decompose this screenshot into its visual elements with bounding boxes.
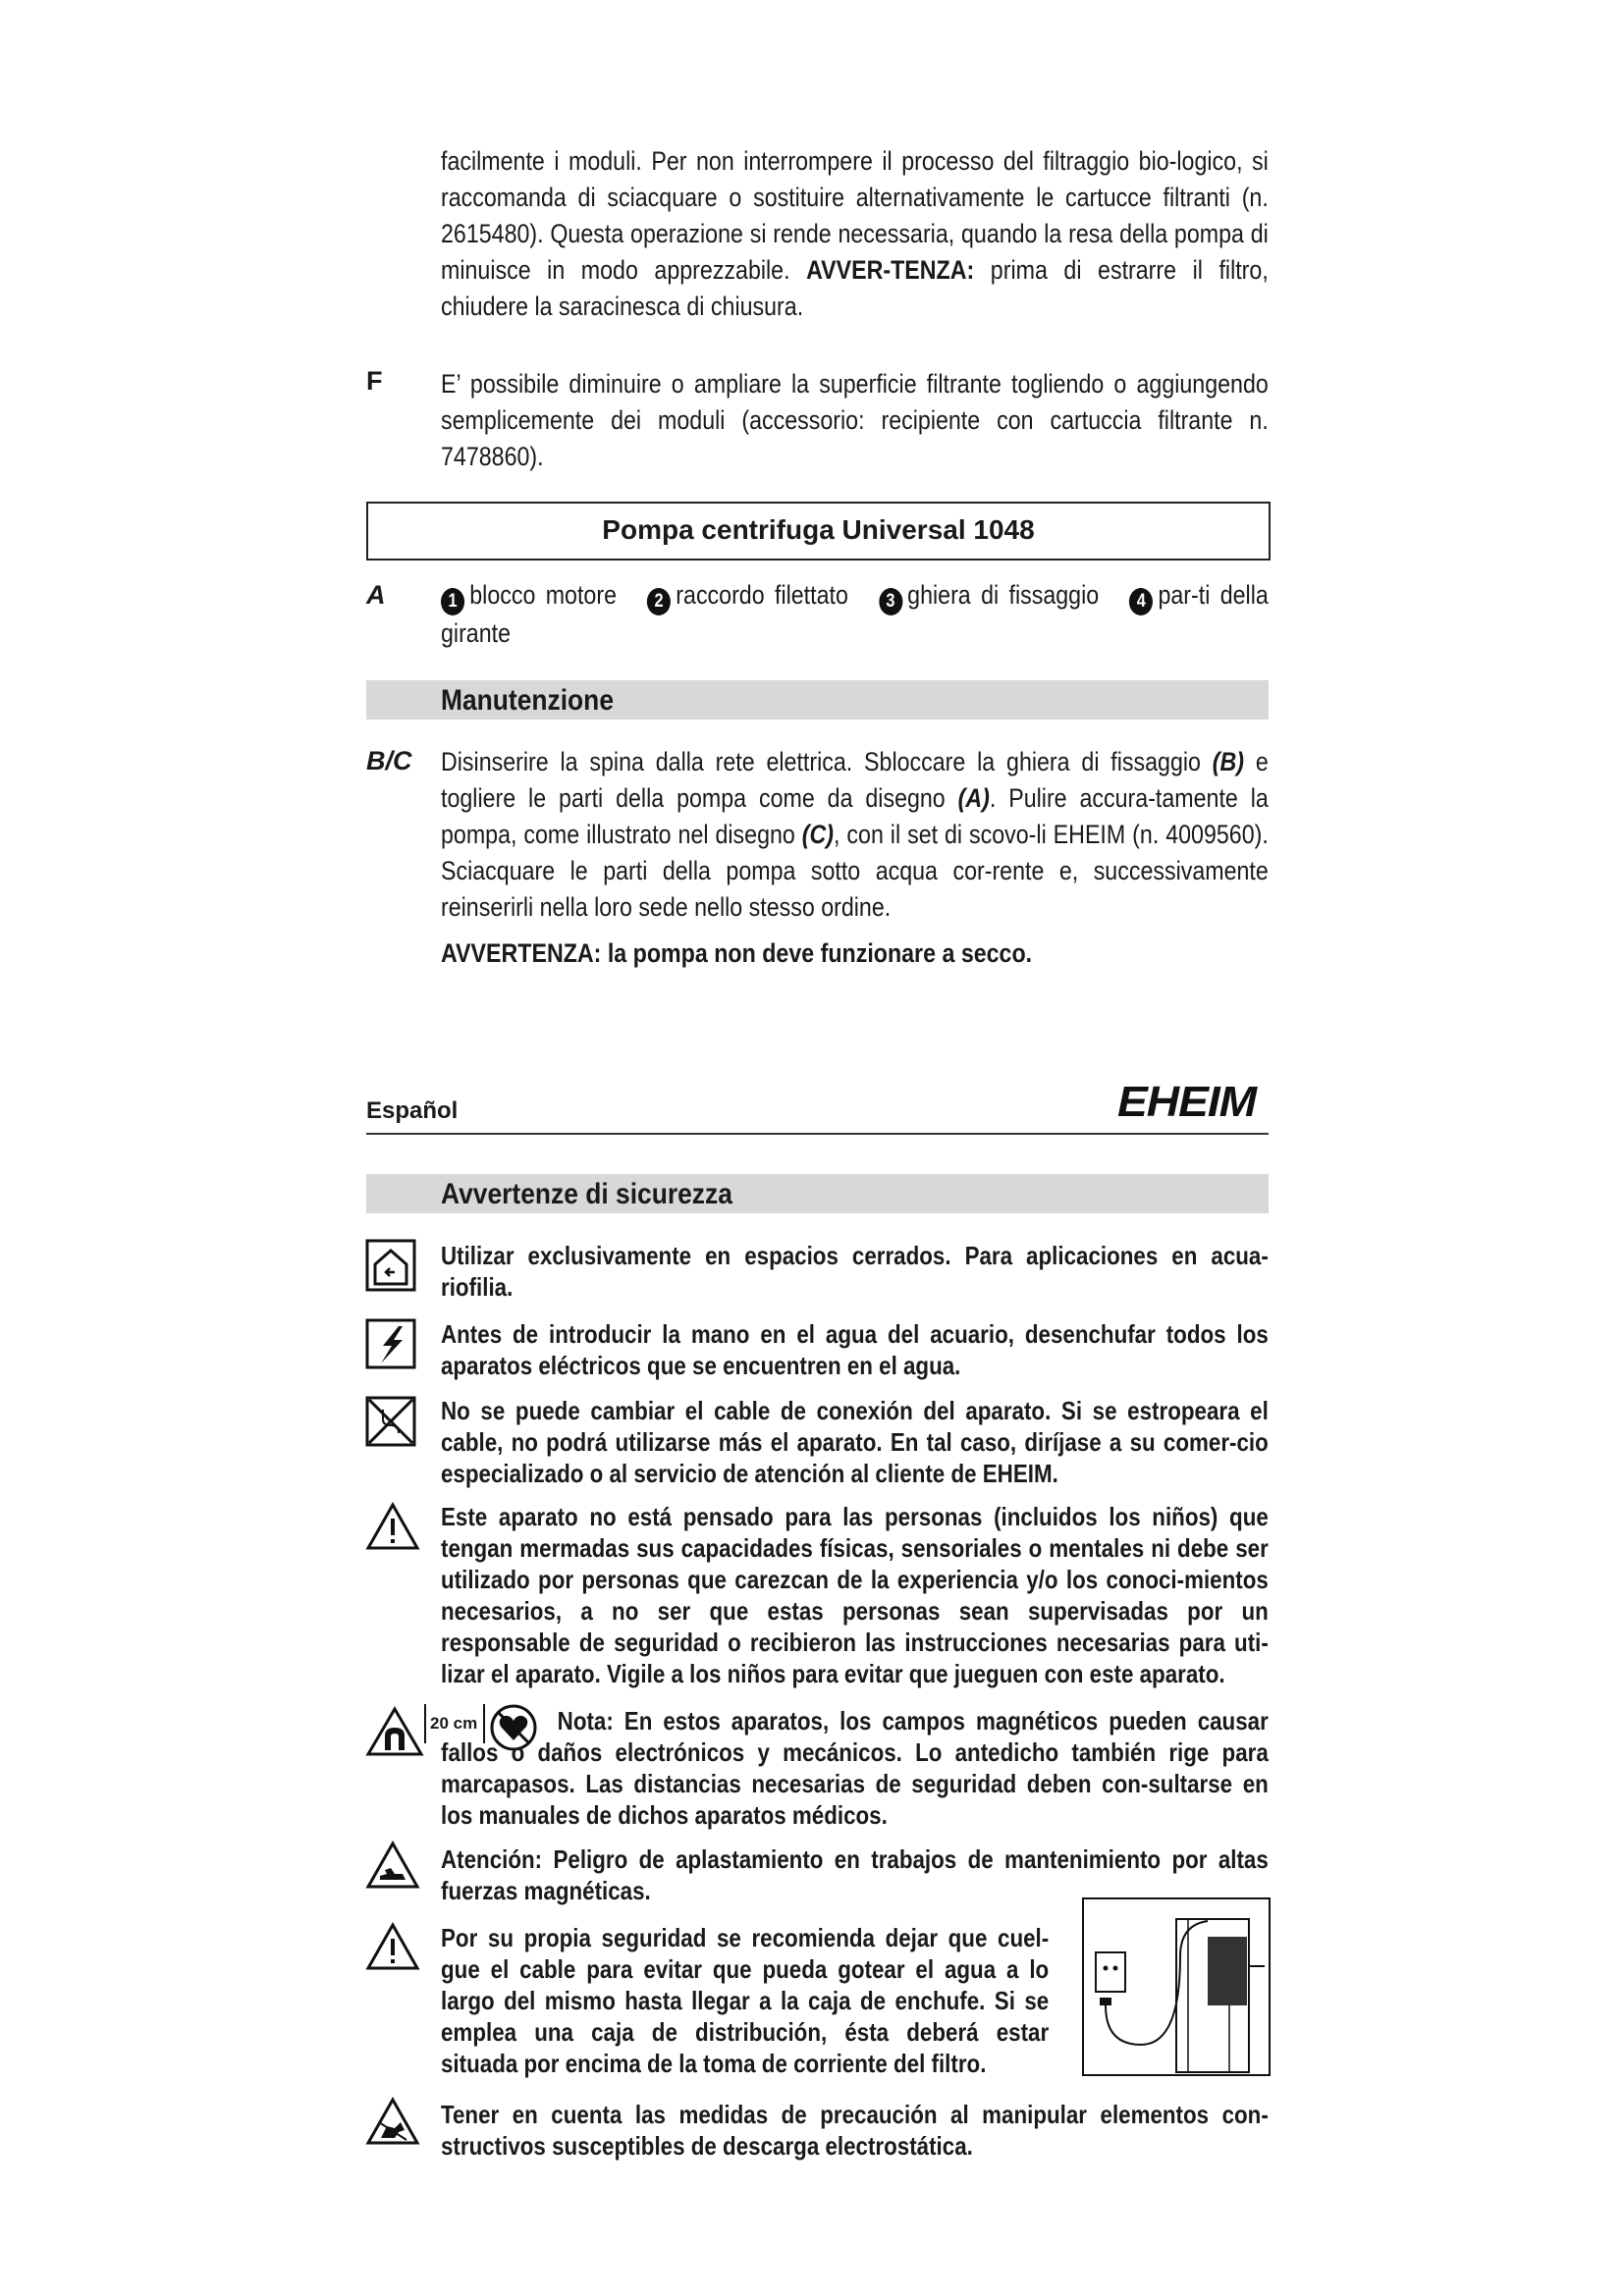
tag-bc: B/C	[366, 746, 412, 775]
distance-divider	[424, 1704, 426, 1743]
filter-paragraph-text: facilmente i moduli. Per non interrompere il processo del filtraggio bio-logico, si raccomanda di sciacquare o sostituire alternativamente le cartucce filtranti (n. 2615480). Questa operazione si rende necessaria, quando la resa della pompa di minuisce in modo apprezzabile.	[441, 146, 1269, 285]
part-label: ghiera di fissaggio	[907, 580, 1100, 610]
safety-heading: Avvertenze di sicurezza	[441, 1178, 732, 1210]
pump-title-box	[366, 502, 1271, 561]
maintenance-paragraph	[441, 744, 1269, 926]
figure-ref-a: (A)	[957, 783, 990, 813]
magnetic-field-icon	[365, 1706, 424, 1762]
part-label: blocco motore	[469, 580, 617, 610]
safety-text: Nota: En estos aparatos, los campos magnéticos pueden causar fallos o daños electrónicos y mecánicos. Lo antedicho también rige para marcapasos. Las distancias necesarias de seguridad deben con-sultarse en los manuales de dichos aparatos médicos.	[441, 1706, 1269, 1830]
part-number-badge: 2	[647, 588, 671, 615]
pump-title: Pompa centrifuga Universal 1048	[602, 514, 1035, 545]
filter-warning-label: AVVER-TENZA:	[806, 255, 975, 285]
maintenance-text: Disinserire la spina dalla rete elettrica. Sbloccare la ghiera di fissaggio	[441, 747, 1201, 776]
safety-text: Utilizar exclusivamente en espacios cerrados. Para aplicaciones en acua-riofilia.	[441, 1241, 1269, 1302]
maintenance-heading: Manutenzione	[441, 684, 614, 717]
maintenance-text: , con il set di scovo-li EHEIM (n. 4009560). Sciacquare le parti della pompa sotto acqua cor-rente e, successivamente reinserirli nella loro sede nello stesso ordine.	[441, 820, 1269, 922]
part-number-badge: 1	[441, 588, 464, 615]
part-label: par-ti della girante	[441, 580, 1269, 648]
filter-f-paragraph: E’ possibile diminuire o ampliare la superficie filtrante togliendo o aggiungendo semplicemente dei moduli (accessorio: recipiente con cartuccia filtrante n. 7478860).	[441, 369, 1269, 471]
filter-paragraph	[441, 143, 1269, 325]
figure-ref-b: (B)	[1212, 747, 1245, 776]
part-label: raccordo filettato	[676, 580, 848, 610]
warning-triangle-icon	[365, 1502, 420, 1556]
maintenance-text: . Pulire accura-tamente la pompa, come illustrato nel disegno	[441, 783, 1269, 849]
electric-shock-icon	[365, 1318, 416, 1374]
tag-a: A	[366, 580, 386, 610]
figure-ref-c: (C)	[801, 820, 835, 849]
eheim-logo: EHEIM	[1117, 1078, 1257, 1126]
part-number-badge: 4	[1129, 588, 1153, 615]
safety-text: Atención: Peligro de aplastamiento en trabajos de mantenimiento por altas fuerzas magnéticas.	[441, 1844, 1269, 1905]
maintenance-warning: AVVERTENZA: la pompa non deve funzionare a secco.	[441, 938, 1033, 968]
distance-label: 20 cm	[430, 1714, 478, 1733]
pump-parts-list	[441, 577, 1269, 652]
esd-warning-icon	[365, 2097, 420, 2151]
language-label: Español	[366, 1097, 459, 1124]
no-cable-replacement-icon	[365, 1396, 416, 1452]
safety-text: Por su propia seguridad se recomienda dejar que cuel-gue el cable para evitar que pueda gotear el agua a lo largo del mismo hasta llegar a la caja de enchufe. Si se emplea una caja de distribución, ésta deberá estar situada por encima de la toma de corriente del filtro.	[441, 1923, 1050, 2078]
safety-heading-bar	[366, 1174, 1269, 1213]
safety-text: No se puede cambiar el cable de conexión del aparato. Si se estropeara el cable, no podrá utilizarse más el aparato. En tal caso, diríjase a su comer-cio especializado o al servicio de atención al cliente de EHEIM.	[441, 1396, 1269, 1488]
safety-text: Tener en cuenta las medidas de precaución al manipular elementos con-structivos susceptibles de descarga electrostática.	[441, 2100, 1269, 2161]
safety-text: Antes de introducir la mano en el agua del acuario, desenchufar todos los aparatos eléctricos que se encuentren en el agua.	[441, 1319, 1269, 1380]
tag-f: F	[366, 366, 383, 396]
maintenance-heading-bar	[366, 680, 1269, 720]
header-rule	[366, 1133, 1269, 1135]
maintenance-text: e togliere le parti della pompa come da disegno	[441, 747, 1269, 813]
indoor-use-icon	[365, 1239, 416, 1297]
part-number-badge: 3	[879, 588, 902, 615]
filter-warning-text: prima di estrarre il filtro, chiudere la saracinesca di chiusura.	[441, 255, 1269, 321]
warning-triangle-icon	[365, 1922, 420, 1976]
drip-loop-illustration	[1082, 1897, 1271, 2081]
crush-hazard-icon	[365, 1841, 420, 1895]
safety-text: Este aparato no está pensado para las personas (incluidos los niños) que tengan mermadas sus capacidades físicas, sensoriales o mentales ni debe ser utilizado por personas que carezcan de la experiencia y/o los conoci-mientos necesarios, a no ser que estas personas sean supervisadas por un responsable de seguridad o recibieron las instrucciones necesarias para uti-lizar el aparato. Vigile a los niños para evitar que jueguen con este aparato.	[441, 1502, 1269, 1688]
